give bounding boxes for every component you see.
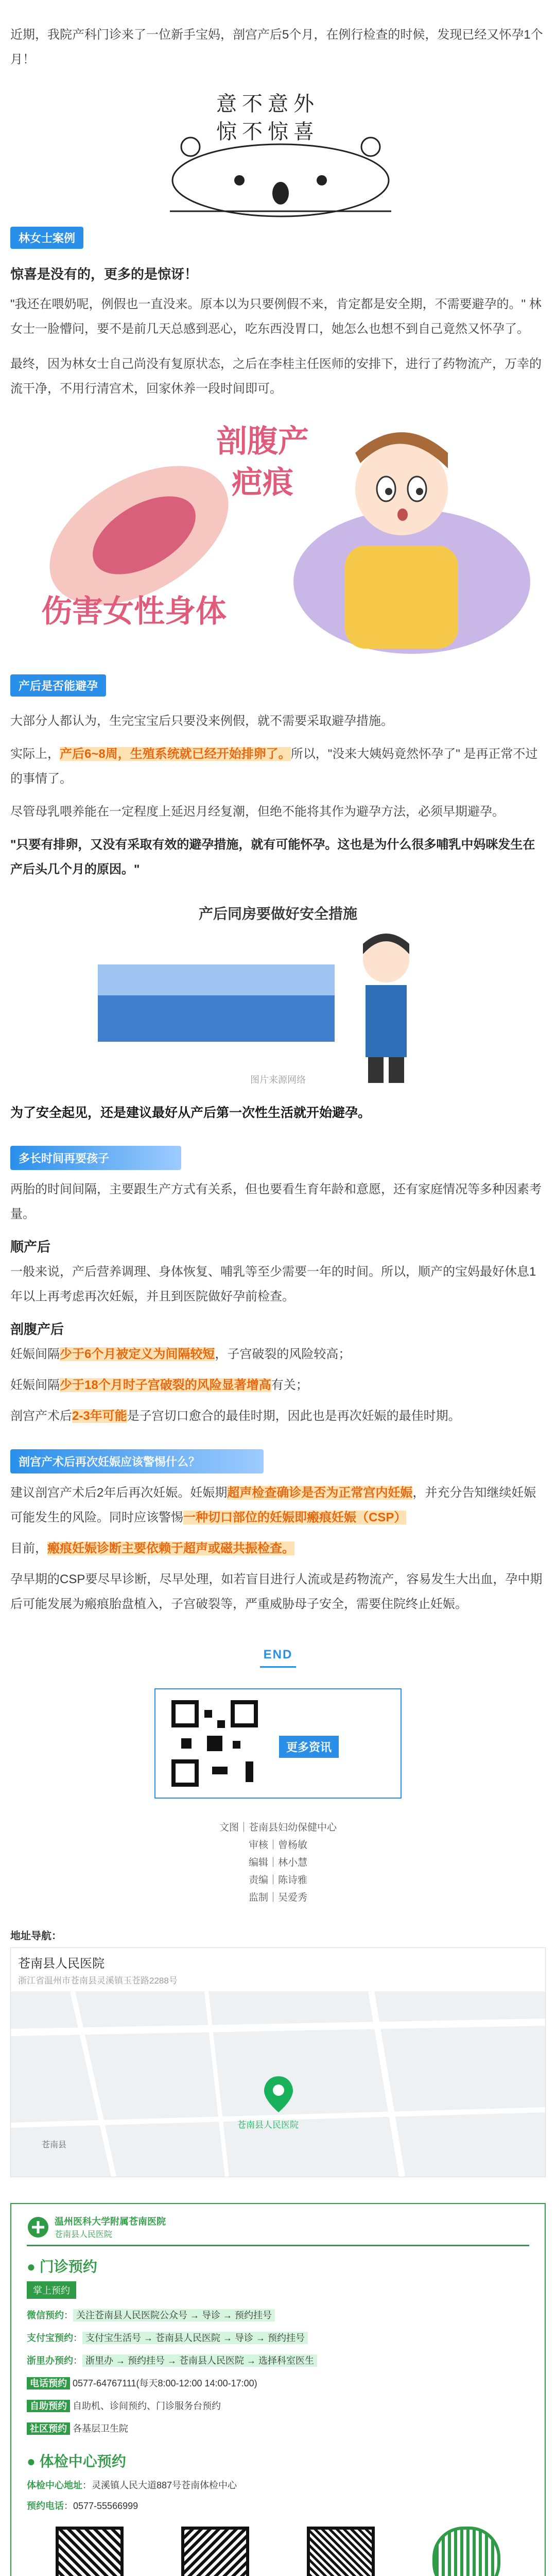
row-value: 0577-55566999 xyxy=(73,2501,138,2511)
reg-row xyxy=(27,2417,529,2440)
poster-caption: 图片来源网络 xyxy=(250,1075,306,1085)
banner-line2: 惊不惊喜 xyxy=(216,120,319,144)
qr-row xyxy=(27,2527,529,2576)
credit-line: 审核｜曾杨敏 xyxy=(248,1840,307,1851)
reg-rows xyxy=(27,2304,529,2440)
highlight-2-3years: 2-3年可能 xyxy=(72,1409,127,1423)
illus-text-harm: 伤害女性身体 xyxy=(41,594,227,629)
warning-paragraph-3: 孕早期的CSP要尽早诊断，尽早处理，如若盲目进行人流或是药物流产，容易发生大出血，孕中期后可能发展为瘢痕胎盘植入，子宫破裂等，严重威胁母子安全，需要住院终止妊娠。 xyxy=(10,1572,543,1611)
row-label: 电话预约 xyxy=(27,2377,70,2389)
interval-paragraph-4 xyxy=(0,1373,556,1398)
calendar-icon: ● xyxy=(27,2259,36,2275)
case-heading: 惊喜是没有的，更多的是惊讶！ xyxy=(10,266,198,282)
location-detail: 浙江省温州市苍南县灵溪镇玉苍路2288号 xyxy=(18,1976,178,1986)
qr-item[interactable] xyxy=(432,2527,500,2576)
warning-paragraph-1 xyxy=(0,1481,556,1530)
credit-line: 责编｜陈诗雅 xyxy=(248,1875,307,1886)
credit-line: 文图｜苍南县妇幼保健中心 xyxy=(219,1822,337,1833)
map-view[interactable] xyxy=(11,1991,545,2177)
reg-row: 浙里办预约： 浙里办 → 预约挂号 → 苍南县人民医院 → 选择科室医生 xyxy=(27,2349,529,2372)
illus-text-cesarean: 剖腹产 xyxy=(216,424,309,459)
text-fragment: 实际上， xyxy=(10,747,60,761)
text-fragment: 是子宫切口愈合的最佳时期，因此也是再次妊娠的最佳时期。 xyxy=(127,1409,461,1423)
interval-paragraph-5 xyxy=(0,1404,556,1429)
exam-title xyxy=(27,2450,529,2471)
clipboard-icon: ● xyxy=(27,2453,36,2469)
highlight-ultrasound: 超声检查确诊是否为正常宫内妊娠 xyxy=(227,1486,413,1500)
end-divider xyxy=(260,1666,296,1668)
section-tag-contraception: 产后是否能避孕 xyxy=(10,674,106,697)
highlight-csp: 一种切口部位的妊娠即瘢痕妊娠（CSP） xyxy=(183,1511,407,1524)
address-block xyxy=(10,1927,546,2177)
credits xyxy=(0,1819,556,1907)
reg-title-text: 门诊预约 xyxy=(39,2259,97,2275)
location-pin-icon[interactable] xyxy=(263,2074,294,2115)
row-label: 体检中心地址 xyxy=(27,2480,82,2490)
credit-line: 监制｜吴爱秀 xyxy=(248,1892,307,1903)
exam-row: 体检中心地址：灵溪镇人民大道887号苍南体检中心 xyxy=(27,2480,237,2490)
highlight-diagnosis: 瘢痕妊娠诊断主要依赖于超声或磁共振检查。 xyxy=(47,1541,294,1555)
interval-paragraph-3 xyxy=(0,1342,556,1367)
row-label: 社区预约 xyxy=(27,2422,70,2435)
exam-title-text: 体检中心预约 xyxy=(39,2453,126,2469)
row-value: 灵溪镇人民大道887号苍南体检中心 xyxy=(92,2480,237,2490)
text-fragment: 妊娠间隔 xyxy=(10,1378,60,1392)
more-info-button[interactable]: 更多资讯 xyxy=(279,1736,339,1758)
map-pin-label: 苍南县人民医院 xyxy=(237,2120,299,2130)
section-tag-warning: 剖宫产术后再次妊娠应该警惕什么？ xyxy=(10,1449,264,1473)
row-value: 自助机、诊间预约、门诊服务台预约 xyxy=(73,2401,221,2411)
text-fragment: 剖宫产术后 xyxy=(10,1409,72,1423)
illus-text-scar: 疤痕 xyxy=(232,465,293,500)
reg-row xyxy=(27,2395,529,2417)
banner-illustration xyxy=(0,82,556,222)
end-marker xyxy=(0,1648,556,1668)
row-label: 预约电话 xyxy=(27,2501,64,2511)
qr-code-icon xyxy=(56,2527,124,2576)
contraception-paragraph-2 xyxy=(0,742,556,791)
qr-box xyxy=(154,1688,402,1799)
row-label: 支付宝预约 xyxy=(27,2333,73,2343)
wx-title: 掌上预约 xyxy=(27,2281,76,2299)
reg-row xyxy=(27,2372,529,2395)
case-paragraph-2: 最终，因为林女士自己尚没有复原状态，之后在李桂主任医师的安排下，进行了药物流产，万幸的流干净，不用行清宫术，回家休养一段时间即可。 xyxy=(10,357,542,396)
row-value: 0577-64767111(每天8:00-12:00 14:00-17:00) xyxy=(73,2378,257,2388)
sub-cesarean: 剖腹产后 xyxy=(10,1321,64,1337)
warning-paragraph-2 xyxy=(0,1536,556,1561)
end-label: END xyxy=(263,1648,293,1662)
intro-paragraph: 近期，我院产科门诊来了一位新手宝妈，剖宫产后5个月，在例行检查的时候，发现已经又怀孕1个月！ xyxy=(10,28,543,66)
hospital-footer-card xyxy=(10,2203,546,2576)
text-fragment: 有关； xyxy=(271,1378,308,1392)
reg-row: 微信预约： 关注苍南县人民医院公众号 → 导诊 → 预约挂号 xyxy=(27,2304,529,2327)
hospital-name: 温州医科大学附属苍南医院 xyxy=(55,2216,166,2227)
hospital-logo-icon xyxy=(27,2216,49,2239)
text-fragment: ，并充分告知继续妊娠可能发生的风险。同时应该警惕 xyxy=(10,1486,536,1524)
couple-bed-icon xyxy=(67,928,489,1083)
poster-title: 产后同房要做好安全措施 xyxy=(198,906,357,922)
highlight-6months: 少于6个月被定义为间隔较短 xyxy=(60,1347,215,1361)
highlight-ovulation: 产后6~8周，生殖系统就已经开始排卵了。 xyxy=(60,747,291,761)
reg-title xyxy=(27,2256,529,2276)
location-name: 苍南县人民医院 xyxy=(18,1957,105,1971)
safety-poster xyxy=(67,897,489,1093)
banner-line1: 意不意外 xyxy=(216,92,319,116)
qr-item[interactable] xyxy=(307,2527,375,2576)
case-paragraph-1: "我还在喂奶呢，例假也一直没来。原本以为只要例假不来，肯定都是安全期，不需要避孕的。" 林女士一脸懵问，要不是前几天总感到恶心，吃东西没胃口，她怎么也想不到自己竟然又怀孕了。 xyxy=(10,297,542,336)
contraception-paragraph-3: 尽管母乳喂养能在一定程度上延迟月经复潮，但绝不能将其作为避孕方法，必须早期避孕。 xyxy=(10,805,505,819)
text-fragment: ，子宫破裂的风险较高； xyxy=(215,1347,351,1361)
qr-code-icon xyxy=(181,2527,249,2576)
highlight-18months: 少于18个月时子宫破裂的风险显著增高 xyxy=(60,1378,271,1392)
text-fragment: 妊娠间隔 xyxy=(10,1347,60,1361)
exam-row: 预约电话：0577-55566999 xyxy=(27,2501,138,2511)
qr-code-icon[interactable] xyxy=(171,1700,258,1787)
exam-rows xyxy=(27,2475,529,2516)
map-area-label: 苍南县 xyxy=(42,2141,67,2149)
address-label: 地址导航： xyxy=(10,1930,62,1942)
row-value: 浙里办 → 预约挂号 → 苍南县人民医院 → 选择科室医生 xyxy=(82,2354,317,2367)
interval-paragraph-2: 一般来说，产后营养调理、身体恢复、哺乳等至少需要一年的时间。所以，顺产的宝妈最好休息1年以上再考虑再次妊娠，并且到医院做好孕前检查。 xyxy=(10,1265,536,1303)
safety-bold-paragraph: 为了安全起见，还是建议最好从产后第一次性生活就开始避孕。 xyxy=(10,1106,371,1120)
location-card[interactable] xyxy=(10,1947,546,2177)
qr-code-icon xyxy=(432,2527,500,2576)
qr-item[interactable] xyxy=(181,2527,249,2576)
row-label: 浙里办预约 xyxy=(27,2355,73,2366)
hospital-header xyxy=(27,2214,529,2246)
text-fragment: 所以，"没来大姨妈竟然怀孕了" 是再正常不过的事情了。 xyxy=(10,747,538,786)
text-fragment: 建议剖宫产术后2年后再次妊娠。妊娠期 xyxy=(10,1486,228,1500)
text-fragment: 目前， xyxy=(10,1541,47,1555)
row-label: 自助预约 xyxy=(27,2400,70,2412)
section-tag-case: 林女士案例 xyxy=(10,227,83,249)
reg-row: 支付宝预约： 支付宝生活号 → 苍南县人民医院 → 导诊 → 预约挂号 xyxy=(27,2327,529,2349)
qr-item[interactable] xyxy=(56,2527,124,2576)
contraception-paragraph-1: 大部分人都认为，生完宝宝后只要没来例假，就不需要采取避孕措施。 xyxy=(10,714,393,728)
sub-natural-birth: 顺产后 xyxy=(10,1239,51,1255)
credit-line: 编辑｜林小慧 xyxy=(248,1857,307,1868)
interval-paragraph-1: 两胎的时间间隔，主要跟生产方式有关系，但也要看生育年龄和意愿，还有家庭情况等多种因素考量。 xyxy=(10,1182,542,1221)
row-label: 微信预约 xyxy=(27,2310,64,2320)
row-value: 关注苍南县人民医院公众号 → 导诊 → 预约挂号 xyxy=(73,2309,275,2321)
row-value: 各基层卫生院 xyxy=(73,2424,129,2434)
row-value: 支付宝生活号 → 苍南县人民医院 → 导诊 → 预约挂号 xyxy=(82,2332,308,2344)
hospital-name-2: 苍南县人民医院 xyxy=(55,2230,113,2239)
contraception-paragraph-4: "只要有排卵，又没有采取有效的避孕措施，就有可能怀孕。这也是为什么很多哺乳中妈咪发生在产后头几个月的原因。" xyxy=(10,838,535,876)
cesarean-illustration xyxy=(10,412,546,654)
surprised-face-icon xyxy=(0,82,556,222)
section-tag-interval: 多长时间再要孩子 xyxy=(10,1146,181,1170)
qr-code-icon xyxy=(307,2527,375,2576)
